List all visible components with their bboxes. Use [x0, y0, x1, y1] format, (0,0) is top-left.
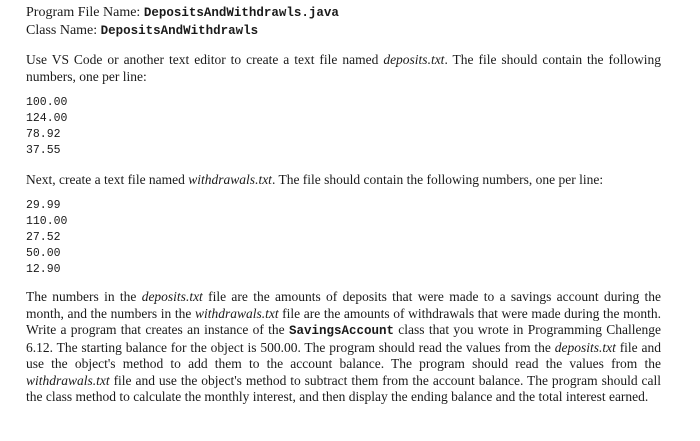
instructions-paragraph	[26, 289, 661, 406]
instructions-text: class that you wrote in Programming Challenge 6.12. The starting balance for the object is 500.00. The program should read the values from the	[26, 322, 661, 355]
deposit-value: 100.00	[26, 96, 68, 109]
withdrawals-filename-ref: withdrawals.txt	[194, 305, 279, 321]
deposit-value: 78.92	[26, 128, 61, 141]
withdrawals-list	[26, 198, 67, 278]
intro-text-after: . The file should contain the following numbers, one per line:	[26, 52, 662, 84]
deposits-filename: deposits.txt	[383, 52, 445, 67]
instructions-text: file and use the object's method to add them to the account balance. The program should read the values from the	[26, 339, 662, 371]
withdrawal-value: 110.00	[26, 215, 68, 228]
deposit-value: 124.00	[26, 112, 68, 125]
program-file-name-line	[26, 4, 339, 22]
withdrawals-filename: withdrawals.txt	[188, 172, 272, 187]
deposit-value: 37.55	[26, 144, 61, 157]
program-file-name-label: Program File Name:	[26, 5, 144, 20]
next-text-after: . The file should contain the following numbers, one per line:	[271, 172, 604, 187]
deposits-filename-ref: deposits.txt	[554, 339, 616, 355]
savings-account-class-name: SavingsAccount	[288, 324, 394, 338]
deposits-filename-ref: deposits.txt	[141, 289, 203, 304]
class-name-value: DepositsAndWithdrawls	[100, 24, 259, 38]
withdrawal-value: 27.52	[26, 231, 61, 244]
instructions-text: file and use the object's method to subtract them from the account balance. The program should call the class method to calculate the monthly interest, and then display the ending balance and the total interest earned.	[26, 372, 661, 404]
intro-paragraph	[26, 52, 661, 85]
withdrawal-value: 29.99	[26, 199, 61, 212]
assignment-header	[26, 4, 339, 40]
class-name-label: Class Name:	[26, 23, 101, 38]
next-text-before: Next, create a text file named	[26, 172, 189, 187]
withdrawal-value: 12.90	[26, 263, 61, 276]
deposits-list	[26, 95, 67, 159]
instructions-text: file are the amounts of withdrawals that were made during the month. Write a program that creates an instance of the	[26, 305, 661, 337]
instructions-text: file are the amounts of deposits that were made to a savings account during the month, and the numbers in the	[26, 289, 661, 321]
program-file-name-value: DepositsAndWithdrawls.java	[143, 6, 339, 20]
next-paragraph	[26, 172, 661, 189]
withdrawals-filename-ref: withdrawals.txt	[26, 372, 110, 388]
instructions-text: The numbers in the	[26, 289, 142, 304]
class-name-line	[26, 22, 339, 40]
intro-text-before: Use VS Code or another text editor to create a text file named	[26, 52, 384, 67]
withdrawal-value: 50.00	[26, 247, 61, 260]
